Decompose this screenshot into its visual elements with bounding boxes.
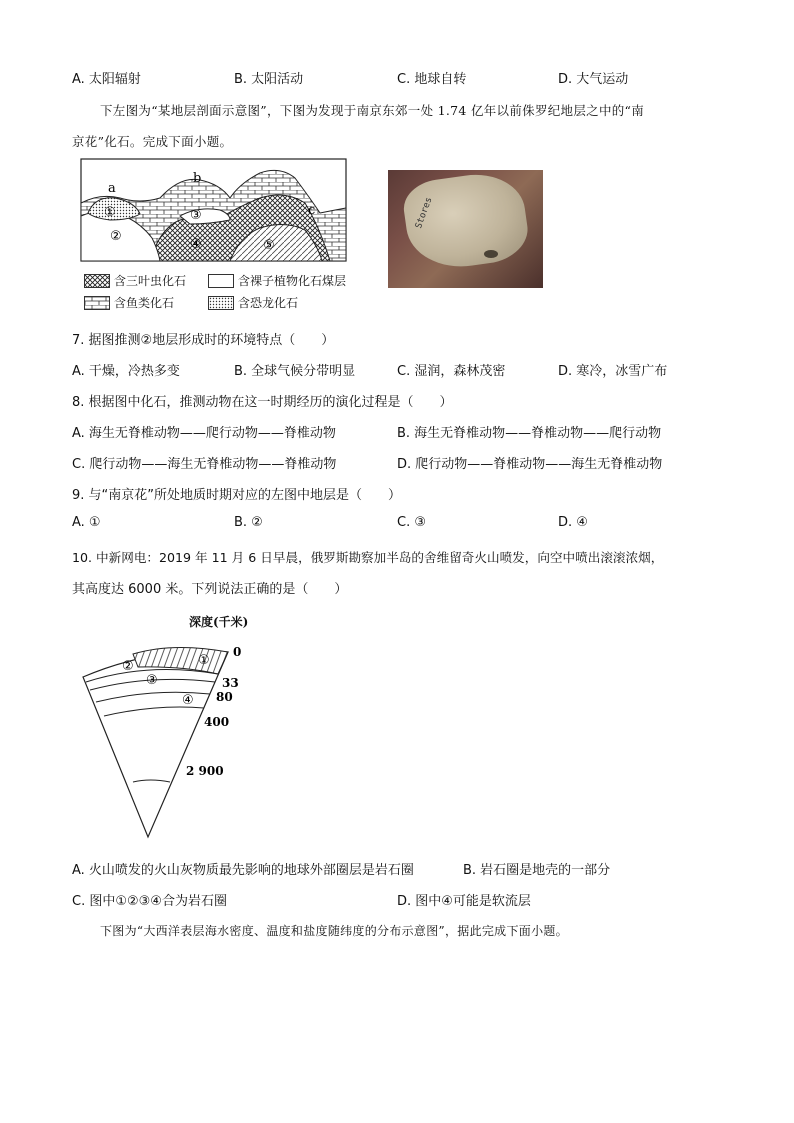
q9-option-a: A. ①: [72, 515, 101, 530]
fossil-specimen-label: Stores: [413, 196, 435, 230]
label-a: a: [108, 181, 116, 196]
legend-dinosaur-label: 含恐龙化石: [238, 296, 299, 310]
depth-80: 80: [216, 690, 233, 704]
label-layer-1: ①: [104, 205, 116, 220]
depth-33: 33: [222, 676, 239, 690]
q9-option-d: D. ④: [558, 515, 588, 530]
q9-option-c: C. ③: [397, 515, 426, 530]
legend-fish: [84, 294, 174, 311]
q6-option-a: A. 太阳辐射: [72, 72, 141, 87]
q7-option-c: C. 湿润，森林茂密: [397, 364, 506, 379]
intro2-paragraph: 下图为“大西洋表层海水密度、温度和盐度随纬度的分布示意图”，据此完成下面小题。: [100, 924, 568, 938]
depth-2900: 2 900: [186, 764, 224, 778]
legend-dinosaur: [208, 294, 298, 311]
label-layer-3: ③: [190, 208, 202, 223]
intro-paragraph-line2: 京花”化石。完成下面小题。: [72, 134, 233, 149]
earth-diagram-title: 深度(千米): [189, 615, 249, 629]
depth-400: 400: [204, 715, 230, 729]
label-layer-5: ⑤: [263, 238, 275, 253]
q10-option-c: C. 图中①②③④合为岩石圈: [72, 894, 227, 909]
q10-option-b: B. 岩石圈是地壳的一部分: [463, 863, 611, 878]
fossil-imprint: [484, 250, 498, 258]
earth-interior-diagram: [78, 632, 268, 842]
q7-stem: 7. 据图推测②地层形成时的环境特点（ ）: [72, 333, 335, 348]
depth-0: 0: [233, 645, 242, 659]
q10-stem-line2: 其高度达 6000 米。下列说法正确的是（ ）: [72, 582, 348, 597]
earth-layer-1: ①: [198, 653, 210, 668]
q10-stem-line1: 10. 中新网电：2019 年 11 月 6 日早晨，俄罗斯勘察加半岛的舍维留奇火山喷发，向空中喷出滚滚浓烟，: [72, 550, 664, 565]
earth-layer-3: ③: [146, 673, 158, 688]
q8-option-d: D. 爬行动物——脊椎动物——海生无脊椎动物: [397, 457, 663, 472]
q6-option-d: D. 大气运动: [558, 72, 629, 87]
q8-stem: 8. 根据图中化石，推测动物在这一时期经历的演化过程是（ ）: [72, 395, 453, 410]
legend-gymnosperm-label: 含裸子植物化石煤层: [238, 274, 347, 288]
label-layer-4: ④: [190, 237, 202, 252]
legend-gymnosperm: [208, 272, 346, 289]
q8-option-a: A. 海生无脊椎动物——爬行动物——脊椎动物: [72, 426, 336, 441]
q8-option-b: B. 海生无脊椎动物——脊椎动物——爬行动物: [397, 426, 662, 441]
label-layer-2: ②: [110, 229, 122, 244]
earth-layer-2: ②: [122, 659, 134, 674]
q8-option-c: C. 爬行动物——海生无脊椎动物——脊椎动物: [72, 457, 337, 472]
earth-layer-4: ④: [182, 693, 194, 708]
label-c: c: [308, 203, 316, 218]
nanjing-flower-fossil-photo: [388, 170, 543, 288]
legend-fish-label: 含鱼类化石: [114, 296, 175, 310]
q7-option-d: D. 寒冷，冰雪广布: [558, 364, 668, 379]
q6-option-b: B. 太阳活动: [234, 72, 304, 87]
strata-section-diagram: [80, 158, 350, 263]
q9-stem: 9. 与“南京花”所处地质时期对应的左图中地层是（ ）: [72, 488, 402, 503]
intro-paragraph-line1: 下左图为“某地层剖面示意图”，下图为发现于南京东郊一处 1.74 亿年以前侏罗纪地层之中的“南: [100, 103, 645, 118]
q10-option-a: A. 火山喷发的火山灰物质最先影响的地球外部圈层是岩石圈: [72, 863, 414, 878]
label-b: b: [193, 171, 202, 186]
legend-trilobite-label: 含三叶虫化石: [114, 274, 187, 288]
q7-option-a: A. 干燥，冷热多变: [72, 364, 180, 379]
q10-option-d: D. 图中④可能是软流层: [397, 894, 531, 909]
q6-option-c: C. 地球自转: [397, 72, 467, 87]
q9-option-b: B. ②: [234, 515, 263, 530]
q7-option-b: B. 全球气候分带明显: [234, 364, 356, 379]
legend-trilobite: [84, 272, 186, 289]
